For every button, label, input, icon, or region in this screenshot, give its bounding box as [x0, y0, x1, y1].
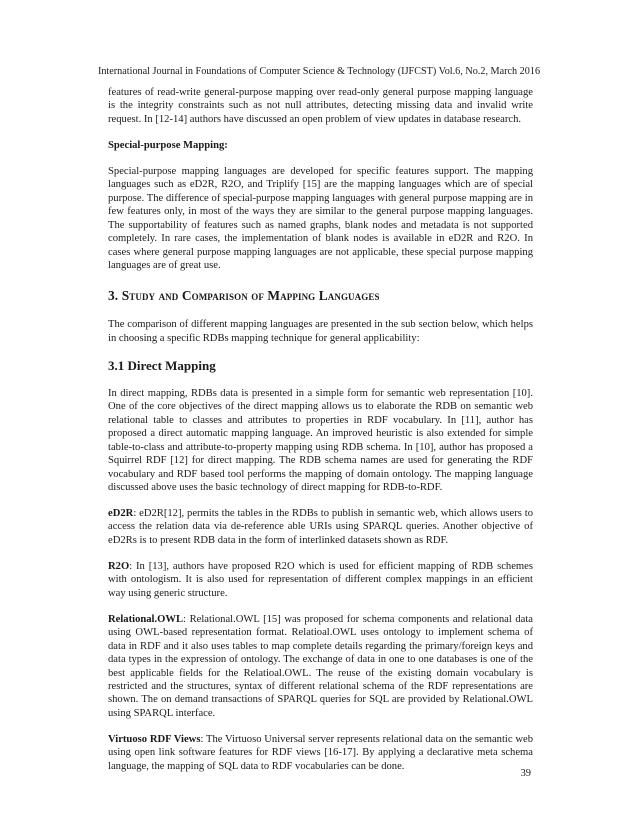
relational-owl-text: : Relational.OWL [15] was proposed for schema components and relational data using OWL-based representation format. Relatioal.OWL uses ontology to implement schema of data in RDF and it also uses tables to map complete details regarding the primary/foreign keys and data types in the expression of ontology. The exchange of data in one to one databases is one of the best applicable fields for the Relatioal.OWL. The reuse of the existing domain vocabulary is restricted and the structures, syntax of different relational schema of the RDF representations are shown. The on demand transactions of SPARQL queries for SQL are provided by Relational.OWL using SPARQL interface.	[108, 613, 533, 719]
paragraph-direct-mapping: In direct mapping, RDBs data is presented in a simple form for semantic web representation [10]. One of the core objectives of the direct mapping allows us to elaborate the RDB on semantic web relational table to classes and attributes to properties in RDF vocabulary. In [11], author has proposed a direct automatic mapping language. An improved heuristic is also extended for simple table-to-class and attribute-to-property mapping using RDB schema. In [10], author has proposed a Squirrel RDF [12] for direct mapping. The RDB schema names are used for generating the RDF vocabulary and RDF based tool performs the mapping of domain ontology. The mapping language discussed above uses the basic technology of direct mapping for RDB-to-RDF.	[108, 387, 533, 494]
paragraph-relational-owl	[108, 613, 533, 721]
paragraph-ed2r	[108, 507, 533, 547]
virtuoso-label: Virtuoso RDF Views	[108, 733, 201, 745]
virtuoso-text: : The Virtuoso Universal server represents relational data on the semantic web using open link software features for RDF views [16-17]. By applying a declarative meta schema language, the mapping of SQL data to RDF vocabularies can be done.	[108, 733, 533, 772]
paragraph-r2o	[108, 560, 533, 600]
section-3-heading: 3. Study and Comparison of Mapping Languages	[108, 288, 380, 304]
ed2r-label: eD2R	[108, 507, 134, 519]
paragraph-special-purpose: Special-purpose mapping languages are developed for specific features support. The mapping languages such as eD2R, R2O, and Triplify [15] are the mapping languages which are of special purpose. The difference of special-purpose mapping languages with general purpose mapping are in few features only, in most of the ways they are similar to the general purpose mapping languages. The supportability of features such as named graphs, blank nodes and metadata is not supported completely. In rare cases, the implementation of blank nodes is available in eD2R and R2O. In cases where general purpose mapping languages are not applicable, these special purpose mapping languages are of great use.	[108, 165, 533, 271]
r2o-text: : In [13], authors have proposed R2O which is used for efficient mapping of RDB schemes with ontologism. It is also used for representation of different complex mappings in an efficient way using generic structure.	[108, 560, 533, 599]
page-number: 39	[520, 768, 531, 779]
body-content	[108, 86, 533, 786]
relational-owl-label: Relational.OWL	[108, 613, 184, 625]
paragraph-virtuoso	[108, 733, 533, 773]
paragraph-intro: features of read-write general-purpose mapping over read-only general purpose mapping language is the integrity constraints such as not null attributes, detecting missing data and invalid write request. In [12-14] authors have discussed an open problem of view updates in database research.	[108, 87, 533, 125]
ed2r-text: : eD2R[12], permits the tables in the RDBs to publish in semantic web, which allows users to access the relation data via de-reference able URIs using SPARQL queries. Another objective of eD2Rs is to present RDB data in the form of interlinked datasets shown as RDF.	[108, 507, 533, 546]
heading-special-purpose-mapping: Special-purpose Mapping:	[108, 139, 228, 151]
running-header: International Journal in Foundations of Computer Science & Technology (IJFCST) Vol.6, No.2, March 2016	[97, 66, 541, 77]
subsection-3-1-heading: 3.1 Direct Mapping	[108, 357, 216, 373]
r2o-label: R2O	[108, 560, 130, 572]
paragraph-section-3: The comparison of different mapping languages are presented in the sub section below, which helps in choosing a specific RDBs mapping technique for general applicability:	[108, 319, 533, 344]
